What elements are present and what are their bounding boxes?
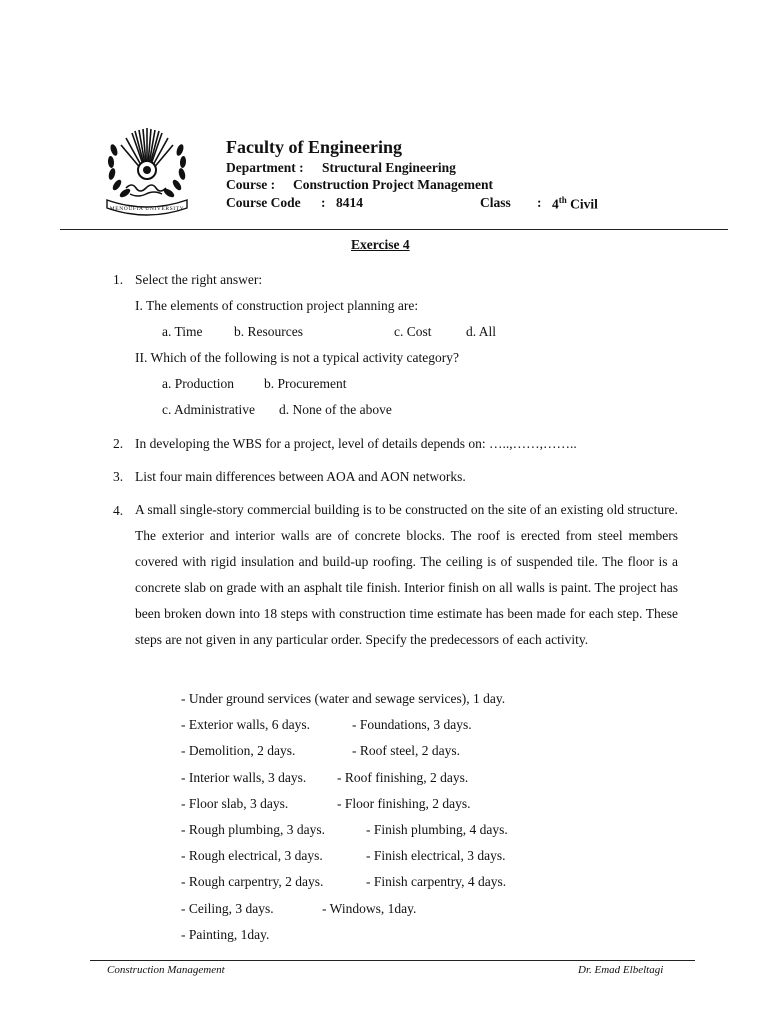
q1-sub2-option-b: b. Procurement bbox=[264, 376, 347, 391]
q3-text: List four main differences between AOA and AON networks. bbox=[135, 469, 466, 484]
activity-left: - Demolition, 2 days. bbox=[181, 743, 296, 759]
course-value: Construction Project Management bbox=[293, 177, 493, 192]
q1-text: Select the right answer: bbox=[135, 272, 263, 287]
class-sep: : bbox=[537, 195, 542, 210]
activity-left: - Rough plumbing, 3 days. bbox=[181, 821, 325, 837]
class-number: 4 bbox=[552, 196, 559, 212]
q1-sub1-text: I. The elements of construction project planning are: bbox=[135, 298, 419, 313]
activity-right: - Roof steel, 2 days. bbox=[352, 743, 460, 759]
activity-right: - Finish electrical, 3 days. bbox=[366, 848, 506, 864]
q1-sub2-option-c: c. Administrative bbox=[162, 402, 255, 417]
activity-right: - Roof finishing, 2 days. bbox=[337, 769, 469, 785]
q2-number: 2. bbox=[113, 436, 124, 451]
q1-number: 1. bbox=[113, 272, 124, 287]
exercise-title: Exercise 4 bbox=[351, 237, 410, 252]
activity-left: - Exterior walls, 6 days. bbox=[181, 717, 310, 733]
activity-right: - Finish carpentry, 4 days. bbox=[366, 874, 507, 890]
faculty-title: Faculty of Engineering bbox=[226, 137, 402, 157]
activity-left: - Under ground services (water and sewage services), 1 day. bbox=[181, 691, 506, 706]
q1-sub2-text: II. Which of the following is not a typical activity category? bbox=[135, 350, 460, 365]
department-value: Structural Engineering bbox=[322, 160, 456, 175]
q4-number: 4. bbox=[113, 503, 124, 518]
course-label: Course : bbox=[226, 177, 276, 192]
footer-right: Dr. Emad Elbeltagi bbox=[578, 964, 664, 976]
q1-sub1-option-a: a. Time bbox=[162, 324, 203, 339]
activity-right: - Windows, 1day. bbox=[322, 900, 417, 916]
activity-right: - Finish plumbing, 4 days. bbox=[366, 821, 508, 837]
activity-left: - Painting, 1day. bbox=[181, 926, 270, 942]
header-rule bbox=[60, 229, 728, 230]
course-code-label: Course Code bbox=[226, 195, 301, 210]
class-value-group bbox=[552, 195, 598, 213]
q1-sub1-option-d: d. All bbox=[466, 324, 497, 339]
class-label: Class bbox=[480, 195, 511, 210]
activity-left: - Rough carpentry, 2 days. bbox=[181, 874, 324, 890]
q1-sub1-option-b: b. Resources bbox=[234, 324, 303, 339]
q4-paragraph: A small single-story commercial building is to be constructed on the site of an existing old structure. The exterior and interior walls are of concrete blocks. The roof is erected from steel members covered with rigid insulation and build-up roofing. The ceiling is of suspended tile. The floor is a concrete slab on grade with an asphalt tile finish. Interior finish on all walls is paint. The project has been broken down into 18 steps with construction time estimate has been made for each step. These steps are not given in any particular order. Specify the predecessors of each activity. bbox=[135, 502, 678, 648]
q1-sub2-option-a: a. Production bbox=[162, 376, 234, 391]
course-code-value: 8414 bbox=[336, 195, 363, 210]
university-logo bbox=[104, 118, 190, 216]
q1-sub1-option-c: c. Cost bbox=[394, 324, 432, 339]
footer-left: Construction Management bbox=[107, 964, 225, 976]
activity-left: - Floor slab, 3 days. bbox=[181, 795, 289, 811]
class-value: Civil bbox=[570, 196, 598, 212]
activity-right: - Foundations, 3 days. bbox=[352, 717, 472, 733]
department-label: Department : bbox=[226, 160, 304, 175]
activity-left: - Ceiling, 3 days. bbox=[181, 900, 274, 916]
q2-text: In developing the WBS for a project, level of details depends on: …..,……,…….. bbox=[135, 436, 577, 451]
q1-sub2-option-d: d. None of the above bbox=[279, 402, 392, 417]
activity-left: - Interior walls, 3 days. bbox=[181, 769, 307, 785]
class-superscript: th bbox=[558, 195, 567, 205]
course-code-sep: : bbox=[321, 195, 326, 210]
activity-right: - Floor finishing, 2 days. bbox=[337, 795, 471, 811]
footer-rule bbox=[90, 960, 695, 961]
activity-left: - Rough electrical, 3 days. bbox=[181, 848, 323, 864]
q3-number: 3. bbox=[113, 469, 124, 484]
svg-text:MENOUFIA UNIVERSITY: MENOUFIA UNIVERSITY bbox=[109, 206, 185, 212]
